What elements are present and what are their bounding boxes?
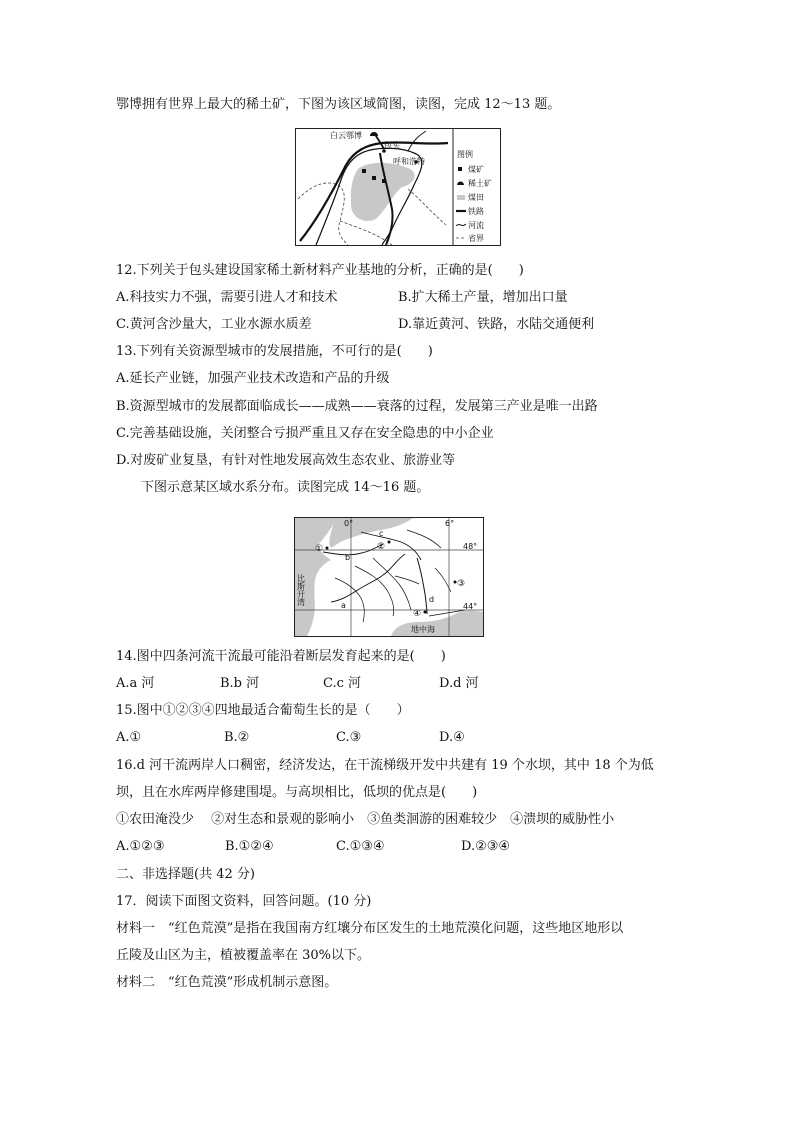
q13-stem: 13.下列有关资源型城市的发展措施，不可行的是( ) (116, 344, 433, 359)
coal-mine-icon (382, 179, 386, 183)
q17-material-1-line1: 材料一 “红色荒漠”是指在我国南方红壤分布区发生的土地荒漠化问题，这些地区地形以 (116, 921, 624, 936)
river-d (417, 558, 427, 614)
q14-option-c: C.c 河 (323, 676, 362, 691)
q16-option-c: C.①③④ (336, 839, 385, 854)
label-river-a: a (341, 601, 346, 610)
legend-coal-mine-icon (458, 167, 462, 171)
q15-option-b: B.② (224, 730, 250, 745)
legend-item-coal-field: 煤田 (468, 193, 484, 202)
label-river-b: b (345, 553, 351, 562)
river-c (361, 532, 421, 560)
label-point-1: ① (315, 544, 324, 554)
intro-text-2: 下图示意某区域水系分布。读图完成 14～16 题。 (141, 480, 430, 495)
point-4-dot (424, 611, 427, 614)
legend-item-province-border: 省界 (468, 234, 484, 243)
legend-coal-field-swatch (457, 195, 465, 200)
legend-river-symbol (456, 224, 466, 226)
label-point-4: ④ (413, 609, 422, 619)
map-baotou-region (295, 128, 501, 246)
label-river-c: c (379, 529, 384, 538)
river-tributary (407, 530, 441, 548)
q15-stem: 15.图中①②③④四地最适合葡萄生长的是（ ） (116, 703, 410, 718)
point-1-dot (326, 547, 329, 550)
label-river-d: d (429, 595, 435, 604)
label-bay-of-biscay-1: 比斯开湾 (296, 574, 306, 606)
q16-option-d: D.②③④ (461, 839, 511, 854)
label-lat-48: 48° (463, 542, 478, 551)
q17-material-1-line2: 丘陵及山区为主，植被覆盖率在 30%以下。 (116, 948, 371, 963)
map-river-system (294, 517, 484, 637)
q14-option-b: B.b 河 (220, 676, 260, 691)
section-2-heading: 二、非选择题(共 42 分) (116, 867, 255, 882)
q16-option-b: B.①②④ (225, 839, 274, 854)
label-lon-6: 6° (445, 519, 455, 528)
legend-item-coal-mine: 煤矿 (468, 165, 484, 174)
label-point-2: ② (377, 542, 386, 552)
map-river-svg (295, 518, 483, 636)
label-point-3: ③ (457, 579, 466, 589)
q16-items: ①农田淹没少 ②对生态和景观的影响小 ③鱼类洄游的困难较少 ④溃坝的威胁性小 (116, 812, 615, 827)
q15-option-a: A.① (116, 730, 142, 745)
label-baotou: 包头 (384, 141, 400, 150)
label-lat-44: 44° (463, 602, 478, 611)
label-baiyun-obo: 白云鄂博 (330, 131, 362, 140)
coal-mine-icon (372, 176, 376, 180)
channel-sea (329, 518, 413, 548)
river-tributary (435, 568, 451, 592)
map-baotou-svg (296, 129, 500, 245)
river-tributary (373, 558, 411, 610)
q14-option-a: A.a 河 (116, 676, 155, 691)
label-lon-0: 0° (344, 519, 354, 528)
q13-option-a: A.延长产业链，加强产业技术改造和产品的升级 (116, 371, 390, 386)
legend-rare-earth-icon (457, 182, 464, 186)
label-hohhot: 呼和浩特 (393, 157, 425, 166)
q13-option-b: B.资源型城市的发展都面临成长——成熟——衰落的过程，发展第三产业是唯一出路 (116, 399, 598, 414)
legend-item-rare-earth: 稀土矿 (468, 179, 492, 188)
q12-option-a: A.科技实力不强，需要引进人才和技术 (116, 290, 338, 305)
rare-earth-mine-icon (370, 132, 378, 136)
legend-title: 图例 (457, 150, 473, 159)
q16-stem-line1: 16.d 河干流两岸人口稠密，经济发达，在干流梯级开发中共建有 19 个水坝，其中 18 个为低 (116, 758, 654, 773)
q15-option-c: C.③ (336, 730, 362, 745)
label-mediterranean: 地中海 (411, 625, 435, 634)
intro-text-1: 鄂博拥有世界上最大的稀土矿，下图为该区域简图，读图，完成 12～13 题。 (116, 97, 561, 112)
q12-option-b: B.扩大稀土产量，增加出口量 (398, 290, 568, 305)
q16-stem-line2: 坝，且在水库两岸修建围堤。与高坝相比，低坝的优点是( ) (116, 785, 478, 800)
q17-material-2: 材料二 “红色荒漠”形成机制示意图。 (116, 975, 338, 990)
coal-mine-icon (362, 169, 366, 173)
point-2-dot (388, 541, 391, 544)
river-branch (408, 131, 426, 151)
q12-stem: 12.下列关于包头建设国家稀土新材料产业基地的分析，正确的是( ) (116, 263, 524, 278)
q12-option-c: C.黄河含沙量大，工业水源水质差 (116, 317, 312, 332)
river-tributary (355, 566, 394, 616)
q13-option-d: D.对废矿业复垦，有针对性地发展高效生态农业、旅游业等 (116, 453, 456, 468)
q12-option-d: D.靠近黄河、铁路，水陆交通便利 (398, 317, 595, 332)
q14-option-d: D.d 河 (439, 676, 479, 691)
q15-option-d: D.④ (439, 730, 465, 745)
q17-stem: 17．阅读下面图文资料，回答问题。(10 分) (116, 894, 372, 909)
q13-option-c: C.完善基础设施，关闭整合亏损严重且又存在安全隐患的中小企业 (116, 426, 494, 441)
river-tributary (395, 576, 419, 584)
q14-stem: 14.图中四条河流干流最可能沿着断层发育起来的是( ) (116, 649, 446, 664)
province-border (408, 189, 446, 225)
legend-item-railway: 铁路 (468, 207, 484, 216)
q16-option-a: A.①②③ (116, 839, 165, 854)
legend-item-river: 河流 (468, 221, 484, 230)
